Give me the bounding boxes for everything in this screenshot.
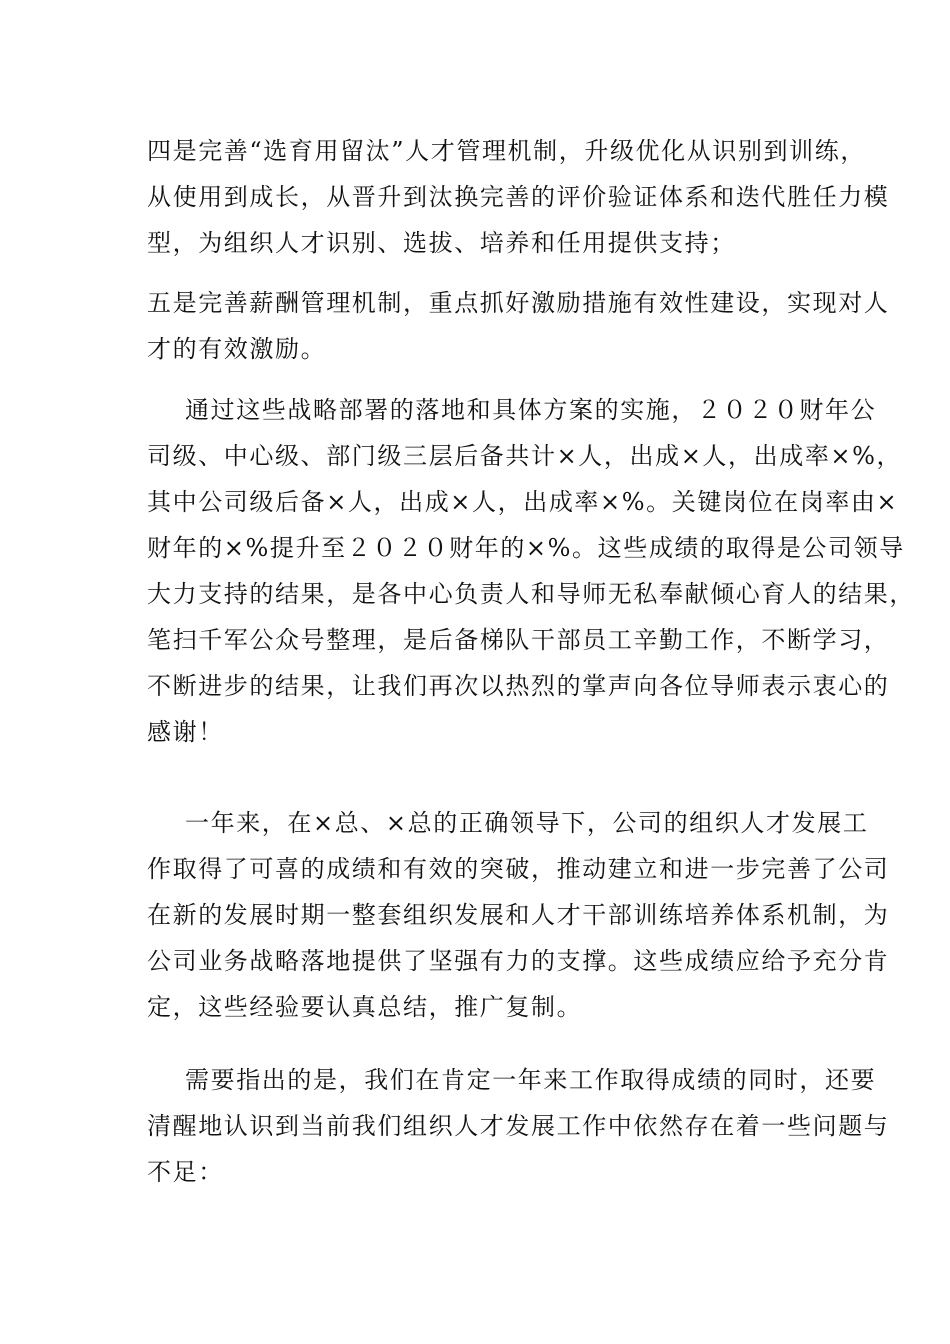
paragraph-shortcomings xyxy=(147,1057,890,1195)
text-line: 清醒地认识到当前我们组织人才发展工作中依然存在着一些问题与 xyxy=(147,1112,890,1140)
text-line: 财年的×%提升至２０２０财年的×%。这些成绩的取得是公司领导 xyxy=(147,534,905,562)
text-line: 需要指出的是，我们在肯定一年来工作取得成绩的同时，还要 xyxy=(185,1066,877,1094)
text-line: 司级、中心级、部门级三层后备共计×人，出成×人，出成率×%， xyxy=(147,442,903,470)
text-line: 感谢！ xyxy=(147,718,224,746)
text-line: 通过这些战略部署的落地和具体方案的实施，２０２０财年公 xyxy=(185,396,877,424)
text-line: 五是完善薪酬管理机制，重点抓好激励措施有效性建设，实现对人 xyxy=(147,289,890,317)
text-line: 不断进步的结果，让我们再次以热烈的掌声向各位导师表示衷心的 xyxy=(147,672,890,700)
text-line: 作取得了可喜的成绩和有效的突破，推动建立和进一步完善了公司 xyxy=(147,855,890,883)
paragraph-results xyxy=(147,387,915,755)
text-line: 型，为组织人才识别、选拔、培养和任用提供支持； xyxy=(147,229,736,257)
text-line: 一年来，在×总、×总的正确领导下，公司的组织人才发展工 xyxy=(185,809,869,837)
text-line: 大力支持的结果，是各中心负责人和导师无私奉献倾心育人的结果， xyxy=(147,580,915,608)
text-line: 在新的发展时期一整套组织发展和人才干部训练培养体系机制，为 xyxy=(147,901,890,929)
text-line: 才的有效激励。 xyxy=(147,335,327,363)
paragraph-year-review xyxy=(147,800,890,1030)
text-line: 笔扫千军公众号整理，是后备梯队干部员工辛勤工作，不断学习， xyxy=(147,626,890,654)
paragraph-item-four xyxy=(147,128,890,266)
text-line: 公司业务战略落地提供了坚强有力的支撑。这些成绩应给予充分肯 xyxy=(147,947,890,975)
text-line: 其中公司级后备×人，出成×人，出成率×%。关键岗位在岗率由× xyxy=(147,488,899,516)
text-line: 从使用到成长，从晋升到汰换完善的评价验证体系和迭代胜任力模 xyxy=(147,183,890,211)
text-line: 定，这些经验要认真总结，推广复制。 xyxy=(147,993,583,1021)
text-line: 不足： xyxy=(147,1158,224,1186)
paragraph-item-five xyxy=(147,280,890,372)
text-line: 四是完善“选育用留汰”人才管理机制，升级优化从识别到训练， xyxy=(147,137,866,165)
